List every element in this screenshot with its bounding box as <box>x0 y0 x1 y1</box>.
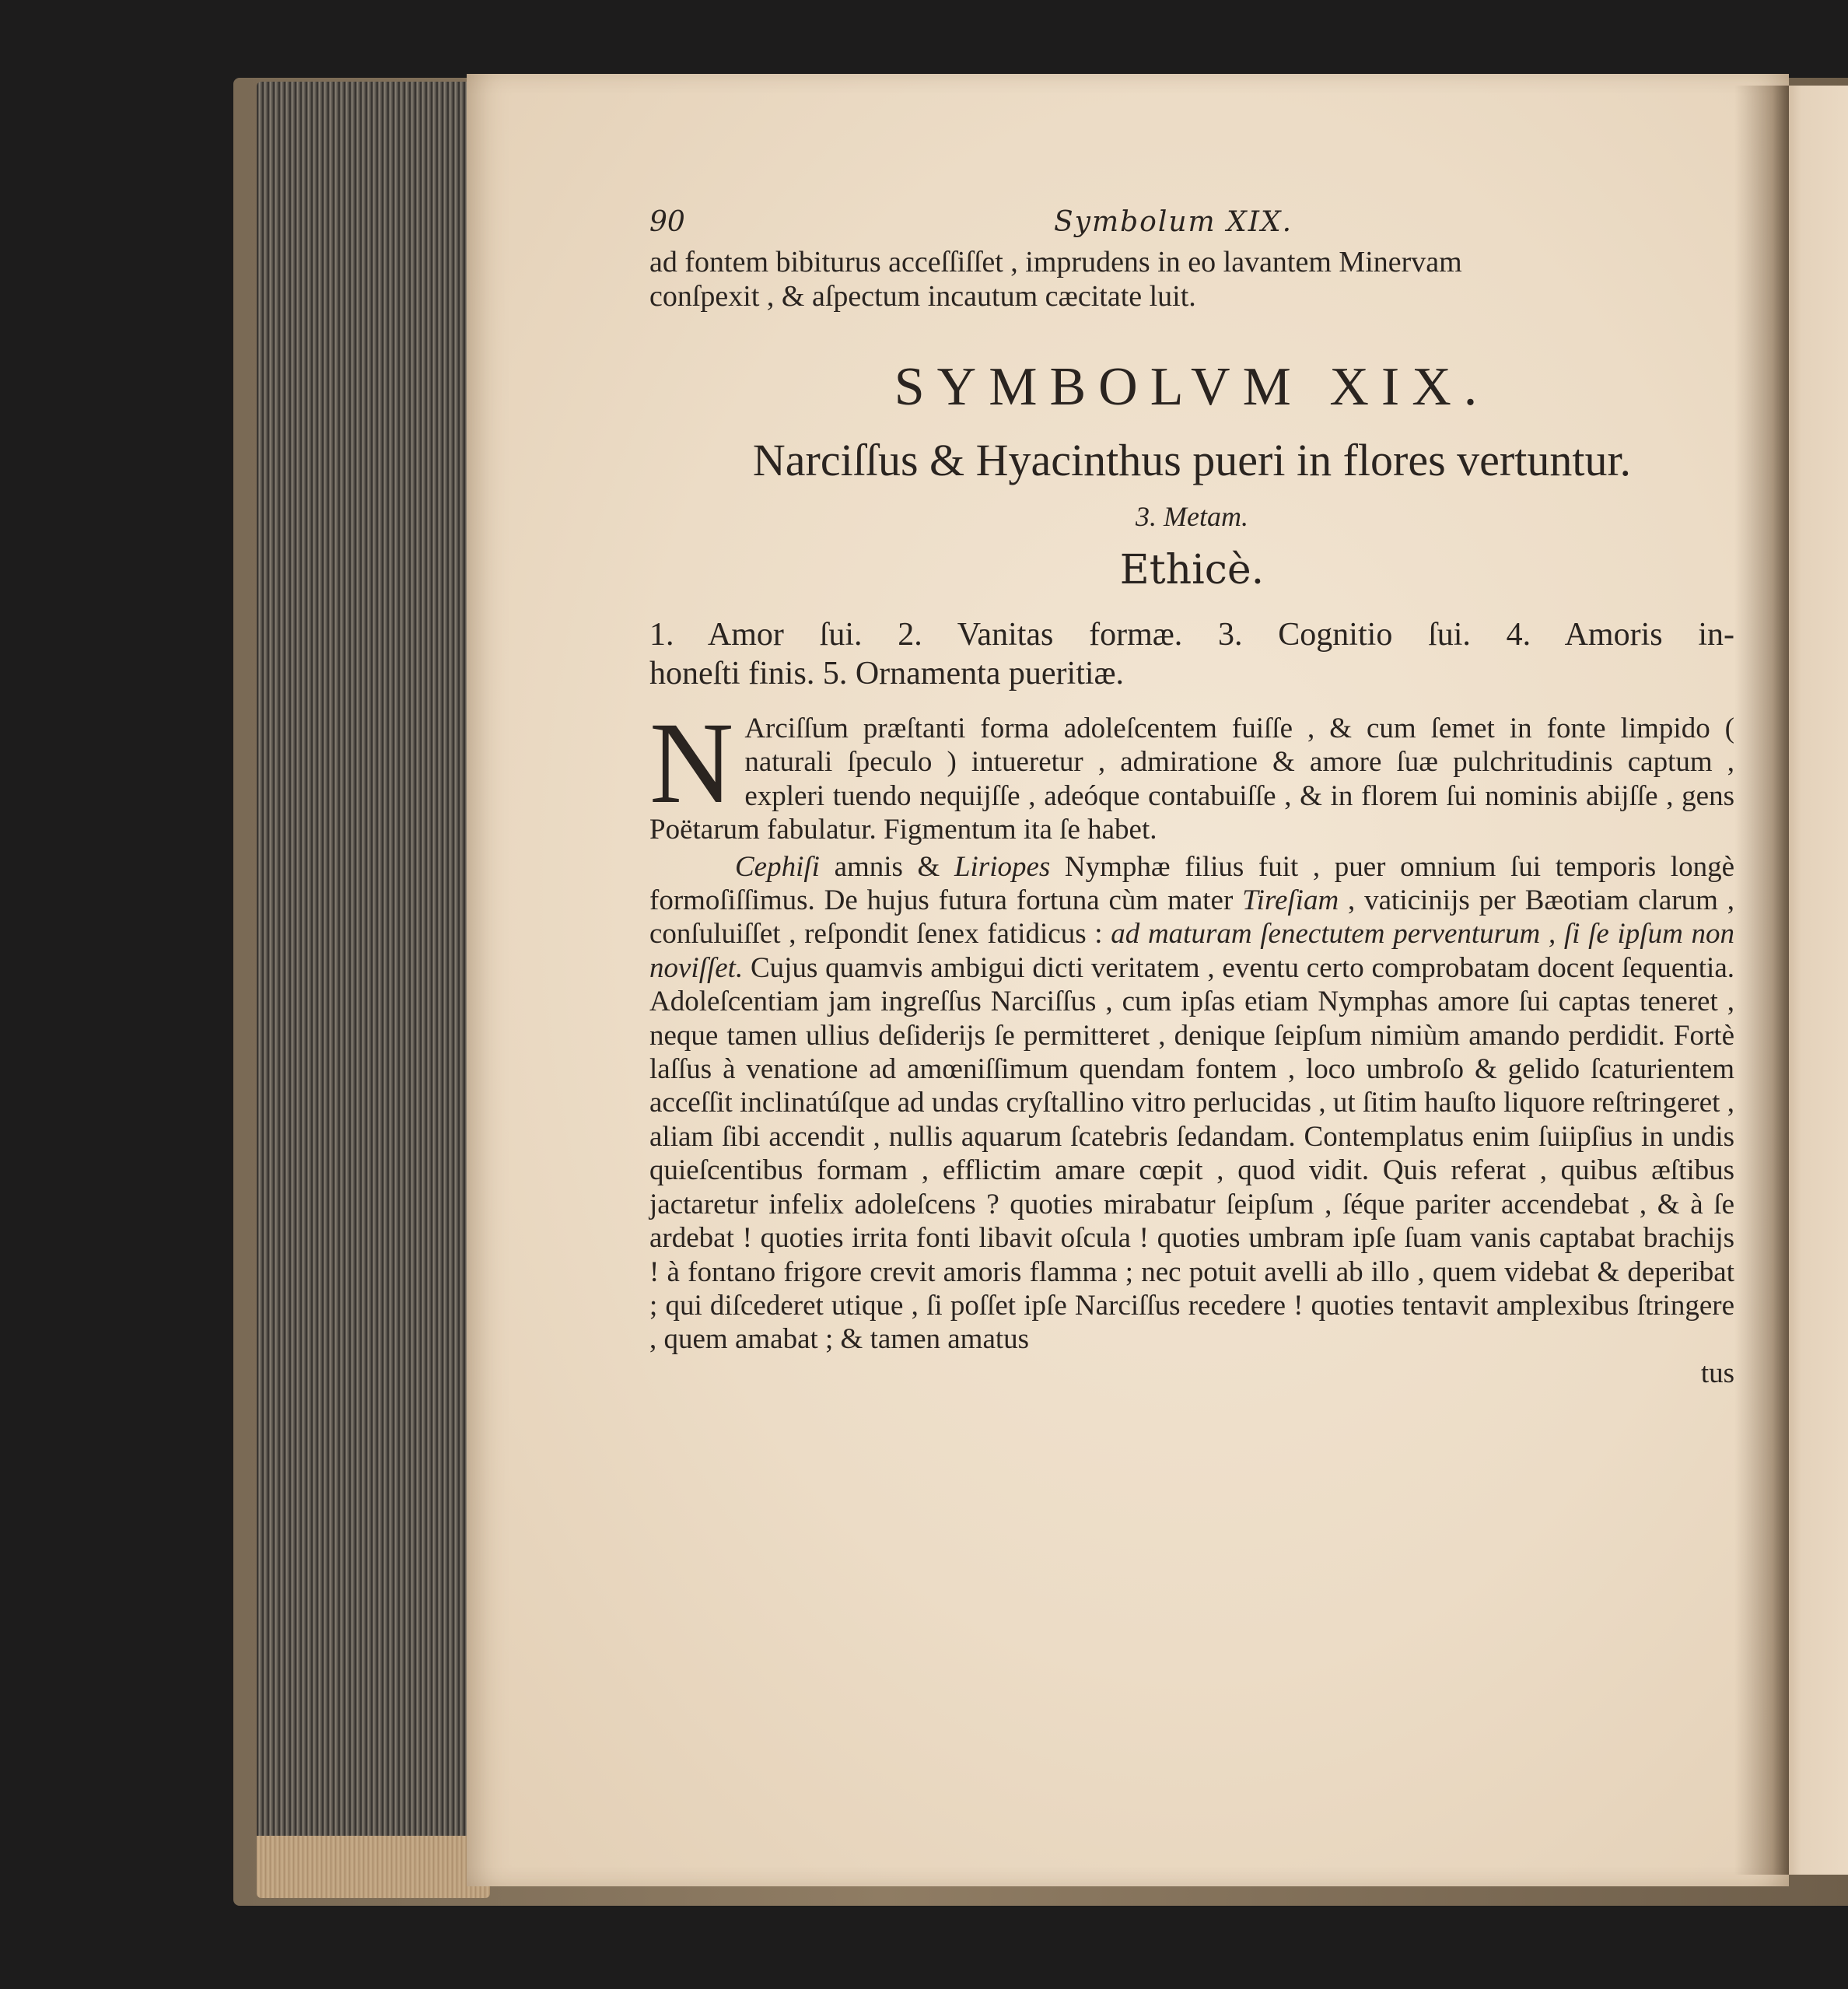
paragraph-1-text: Arciſſum præſtanti forma adoleſcentem fuiſſe , & cum ſemet in fonte limpido ( naturali ſpeculo ) intueretur , admiratione & amore ſuæ pulchritudinis captum , expleri tuendo nequijſſe , adeóque contabuiſſe , & in florem ſui nominis abijſſe , gens Poëtarum fabulatur. Figmentum ita ſe habet. <box>649 713 1734 846</box>
page-gutter-shadow <box>1734 86 1789 1875</box>
drop-cap: N <box>649 699 734 828</box>
page-number: 90 <box>649 206 685 238</box>
paragraph-2-text-3: , vaticinijs per Bæotiam clarum , conſuluiſſet , reſpondit ſenex fatidicus : <box>649 884 1734 951</box>
paragraph-narcissus-intro <box>649 699 1734 847</box>
symbol-heading: SYMBOLVM XIX. <box>894 357 1490 417</box>
paragraph-2-text-1: amnis & <box>819 850 954 883</box>
page-edges-bottom <box>257 1836 490 1898</box>
paragraph-narcissus-story <box>649 850 1734 1357</box>
carryover-line-2: conſpexit , & aſpectum incautum cæcitate luit. <box>649 280 1196 313</box>
section-heading-ethice: Ethicè. <box>1119 547 1265 594</box>
catchword: tus <box>1700 1357 1734 1389</box>
paragraph-2-text-2: Nymphæ filius fuit , puer omnium ſui temporis longè formoſiſſimus. De hujus futura fortuna cùm mater <box>649 850 1734 917</box>
page-text <box>649 206 1734 1390</box>
prophecy-quote: ad maturam ſenectutem perventurum , ſi ſe ipſum non noviſſet. <box>649 918 1734 984</box>
name-tiresiam: Tireſiam <box>1242 884 1339 917</box>
symbol-subtitle: Narciſſus & Hyacinthus pueri in flores vertuntur. <box>752 435 1632 485</box>
themes-line-2: honeſti finis. 5. Ornamenta pueritiæ. <box>649 656 1125 692</box>
themes-list <box>649 615 1734 693</box>
name-liriopes: Liriopes <box>954 850 1051 883</box>
carryover-line-1: ad fontem bibiturus acceſſiſſet , imprudens in eo lavantem Minervam <box>649 246 1462 278</box>
page-edges <box>257 82 490 1894</box>
themes-line-1: 1. Amor ſui. 2. Vanitas formæ. 3. Cognitio ſui. 4. Amoris in- <box>649 617 1734 653</box>
facing-page-edge <box>1781 86 1848 1875</box>
name-cephisi: Cephiſi <box>735 850 820 883</box>
running-head <box>649 206 1734 245</box>
paragraph-2-text-4: Cujus quamvis ambigui dicti veritatem , eventu certo comprobatam docent ſequentia. Adoleſcentiam jam ingreſſus Narciſſus , cum ipſas etiam Nymphas amore ſui captas teneret , neque tamen ullius deſiderijs ſe permitteret , denique ſeipſum nimiùm amando perdidit. Fortè laſſus à venatione ad amœniſſimum quendam fontem , loco umbroſo & gelido ſcaturientem acceſſit inclinatúſque ad undas cryſtallino vitro perlucidas , ut ſitim hauſto liquore reſtringeret , aliam ſibi accendit , nullis aquarum ſcatebris ſedandam. Contemplatus enim ſuiipſius in undis quieſcentibus formam , efflictim amare cœpit , quod vidit. Quis referat , quibus æſtibus jactaretur infelix adoleſcens ? quoties mirabatur ſeipſum , ſéque pariter accendebat , & à ſe ardebat ! quoties irrita fonti libavit oſcula ! quoties umbram ipſe ſuam vanis captabat brachijs ! à fontano frigore crevit amoris flamma ; nec potuit avelli ab illo , quem videbat & deperibat ; qui diſcederet utique , ſi poſſet ipſe Narciſſus recedere ! quoties tentavit amplexibus ſtringere , quem amabat ; & tamen amatus <box>649 951 1734 1356</box>
source-reference: 3. Metam. <box>1136 501 1248 532</box>
running-title: Symbolum XIX. <box>1054 206 1293 238</box>
